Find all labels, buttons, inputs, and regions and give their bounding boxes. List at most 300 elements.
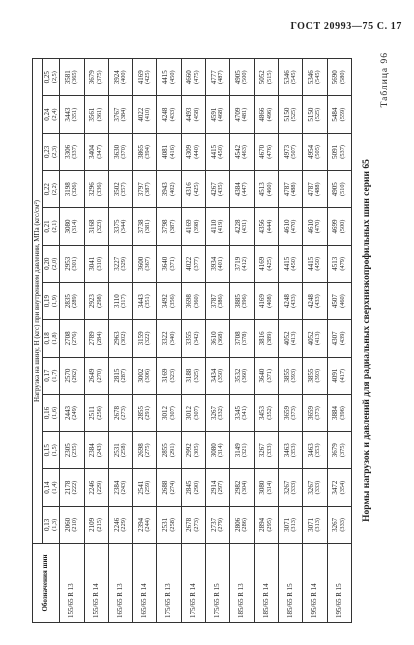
- load-cell: [60, 171, 84, 208]
- load-newton: 3002: [136, 368, 145, 383]
- pressure-col-header: [43, 96, 60, 133]
- load-newton: 4415: [209, 144, 218, 159]
- load-newton: 4110: [209, 219, 218, 234]
- load-newton: 4415: [306, 256, 315, 271]
- load-newton: 3798: [161, 219, 170, 234]
- load-cell: [84, 320, 108, 357]
- load-kgf: (398): [192, 219, 200, 234]
- load-kgf: (351): [144, 294, 152, 308]
- table-row: [60, 59, 84, 623]
- table-row: [327, 59, 351, 623]
- load-cell: [181, 432, 205, 469]
- load-kgf: (314): [265, 480, 273, 495]
- load-cell: [206, 96, 230, 133]
- load-cell: [278, 171, 302, 208]
- load-kgf: (510): [338, 182, 346, 196]
- load-cell: [84, 96, 108, 133]
- load-cell: [157, 357, 181, 394]
- load-kgf: (470): [314, 219, 322, 234]
- load-cell: [133, 245, 157, 282]
- load-kgf: (302): [119, 331, 127, 346]
- load-cell: [108, 282, 132, 319]
- load-kgf: (336): [95, 182, 103, 196]
- load-newton: 4699: [331, 219, 340, 234]
- load-kgf: (537): [338, 145, 346, 159]
- load-kgf: (244): [144, 518, 152, 532]
- tire-designation: 155/65 R 14: [84, 544, 108, 623]
- load-kgf: (371): [168, 256, 176, 271]
- load-kgf: (365): [71, 70, 79, 85]
- load-kgf: (368): [217, 331, 225, 346]
- load-cell: [254, 171, 278, 208]
- standard-number: ГОСТ 20993—75 С. 17: [290, 20, 402, 32]
- load-cell: [206, 320, 230, 357]
- load-kgf: (276): [71, 331, 79, 346]
- load-newton: 3012: [161, 405, 170, 420]
- load-cell: [181, 208, 205, 245]
- tire-designation: 165/65 R 13: [108, 544, 132, 623]
- pressure-kgf: (1,8): [50, 332, 58, 345]
- load-kgf: (298): [95, 294, 103, 308]
- load-kgf: (463): [241, 145, 249, 159]
- pressure-mpa: 0,16: [43, 406, 52, 420]
- pressure-col-header: [43, 133, 60, 170]
- load-newton: 2541: [136, 480, 145, 495]
- load-kgf: (378): [241, 331, 249, 346]
- load-kgf: (291): [168, 443, 176, 458]
- load-cell: [108, 469, 132, 506]
- load-cell: [303, 245, 327, 282]
- load-newton: 2992: [185, 443, 194, 458]
- load-newton: 3267: [258, 443, 267, 458]
- load-cell: [206, 506, 230, 543]
- load-cell: [181, 96, 205, 133]
- load-cell: [84, 394, 108, 431]
- load-newton: 2737: [209, 517, 218, 532]
- load-cell: [303, 506, 327, 543]
- load-kgf: (393): [289, 368, 297, 383]
- load-cell: [84, 133, 108, 170]
- load-cell: [303, 432, 327, 469]
- load-newton: 4267: [209, 182, 218, 197]
- load-cell: [327, 357, 351, 394]
- load-cell: [303, 469, 327, 506]
- load-cell: [230, 432, 254, 469]
- load-newton: 4356: [258, 219, 267, 234]
- load-kgf: (381): [144, 219, 152, 234]
- pressure-kgf: (2,3): [50, 145, 58, 158]
- pressure-kgf: (2,2): [50, 183, 58, 196]
- load-cell: [327, 59, 351, 96]
- load-newton: 3472: [331, 480, 340, 495]
- tire-designation: 155/65 R 13: [60, 544, 84, 623]
- load-newton: 2845: [185, 480, 194, 495]
- load-cell: [327, 133, 351, 170]
- load-newton: 3767: [112, 107, 121, 122]
- load-pressure-header: Нагрузка на шину, Н (кгс) при внутреннем давлении, МПа (кгс/см²): [33, 59, 43, 544]
- pressure-mpa: 0,22: [43, 183, 52, 196]
- load-newton: 3943: [161, 182, 170, 197]
- load-kgf: (273): [119, 406, 127, 420]
- load-kgf: (321): [241, 443, 249, 458]
- load-cell: [230, 96, 254, 133]
- load-newton: 3934: [209, 256, 218, 271]
- load-cell: [230, 171, 254, 208]
- pressure-mpa: 0,13: [43, 518, 52, 531]
- load-newton: 3149: [234, 443, 243, 458]
- load-newton: 3865: [136, 144, 145, 159]
- load-newton: 4610: [282, 219, 291, 234]
- load-cell: [278, 208, 302, 245]
- load-kgf: (525): [289, 107, 297, 122]
- pressure-col-header: [43, 432, 60, 469]
- load-cell: [230, 320, 254, 357]
- load-newton: 2914: [209, 480, 218, 495]
- load-kgf: (450): [314, 256, 322, 271]
- load-cell: [108, 133, 132, 170]
- load-kgf: (275): [144, 443, 152, 458]
- load-cell: [84, 432, 108, 469]
- load-kgf: (417): [338, 368, 346, 383]
- pressure-mpa: 0,25: [43, 71, 52, 84]
- load-newton: 2698: [136, 443, 145, 458]
- load-cell: [206, 133, 230, 170]
- load-cell: [133, 282, 157, 319]
- load-newton: 2384: [112, 480, 121, 495]
- load-kgf: (487): [217, 70, 225, 85]
- load-cell: [181, 320, 205, 357]
- pressure-kgf: (1,7): [50, 369, 58, 382]
- load-newton: 2894: [258, 517, 267, 532]
- tire-designation: 175/65 R 15: [206, 544, 230, 623]
- load-newton: 3404: [88, 144, 97, 159]
- load-cell: [254, 282, 278, 319]
- load-kgf: (435): [217, 182, 225, 196]
- pressure-col-header: [43, 357, 60, 394]
- load-cell: [303, 394, 327, 431]
- load-cell: [327, 96, 351, 133]
- load-cell: [327, 171, 351, 208]
- tire-designation: 185/65 R 15: [278, 544, 302, 623]
- load-cell: [254, 59, 278, 96]
- load-newton: 2678: [112, 405, 121, 420]
- table-row: [303, 59, 327, 623]
- load-kgf: (337): [71, 145, 79, 159]
- load-newton: 3816: [258, 331, 267, 346]
- load-cell: [230, 506, 254, 543]
- load-newton: 2982: [234, 480, 243, 495]
- load-kgf: (360): [192, 294, 200, 308]
- load-kgf: (439): [338, 331, 346, 346]
- load-cell: [327, 394, 351, 431]
- load-newton: 3679: [88, 70, 97, 85]
- load-newton: 2511: [88, 406, 97, 420]
- load-kgf: (333): [338, 518, 346, 532]
- table-row: [84, 59, 108, 623]
- load-cell: [303, 133, 327, 170]
- load-kgf: (361): [95, 107, 103, 122]
- load-newton: 3443: [136, 294, 145, 309]
- load-kgf: (262): [71, 368, 79, 383]
- load-cell: [230, 59, 254, 96]
- load-newton: 3110: [112, 294, 121, 308]
- pressure-kgf: (2,5): [50, 71, 58, 84]
- load-kgf: (291): [144, 406, 152, 420]
- load-newton: 4081: [161, 144, 170, 159]
- load-cell: [181, 133, 205, 170]
- load-kgf: (370): [119, 145, 127, 159]
- load-kgf: (394): [144, 145, 152, 159]
- load-cell: [157, 432, 181, 469]
- load-cell: [133, 357, 157, 394]
- load-cell: [133, 506, 157, 543]
- load-kgf: (500): [338, 219, 346, 234]
- load-kgf: (258): [168, 518, 176, 532]
- load-newton: 3267: [331, 517, 340, 532]
- load-newton: 3169: [161, 368, 170, 383]
- load-kgf: (375): [95, 70, 103, 85]
- load-newton: 2246: [88, 480, 97, 495]
- load-kgf: (545): [314, 70, 322, 85]
- load-newton: 2649: [88, 368, 97, 383]
- load-kgf: (367): [144, 256, 152, 271]
- load-cell: [181, 394, 205, 431]
- load-cell: [133, 208, 157, 245]
- load-kgf: (419): [217, 219, 225, 234]
- load-cell: [206, 245, 230, 282]
- load-kgf: (356): [168, 294, 176, 308]
- load-cell: [278, 282, 302, 319]
- load-cell: [84, 245, 108, 282]
- pressure-col-header: [43, 394, 60, 431]
- load-newton: 2246: [112, 517, 121, 532]
- load-cell: [60, 469, 84, 506]
- load-kgf: (396): [241, 294, 249, 308]
- load-cell: [254, 96, 278, 133]
- load-newton: 5150: [282, 107, 291, 122]
- load-kgf: (412): [241, 256, 249, 271]
- load-kgf: (450): [217, 145, 225, 159]
- load-cell: [157, 320, 181, 357]
- load-cell: [303, 320, 327, 357]
- load-cell: [278, 320, 302, 357]
- load-newton: 5091: [331, 144, 340, 159]
- load-newton: 5052: [258, 70, 267, 85]
- load-newton: 3080: [63, 219, 72, 234]
- load-newton: 4316: [185, 182, 194, 197]
- load-newton: 2394: [136, 517, 145, 532]
- load-newton: 3267: [282, 480, 291, 495]
- load-cell: [206, 394, 230, 431]
- load-kgf: (360): [241, 368, 249, 383]
- load-kgf: (329): [119, 256, 127, 271]
- load-kgf: (460): [338, 294, 346, 308]
- load-cell: [303, 59, 327, 96]
- load-newton: 4905: [234, 70, 243, 85]
- header-row-top: [33, 59, 43, 623]
- pressure-mpa: 0,17: [43, 369, 52, 382]
- load-kgf: (333): [265, 443, 273, 458]
- load-newton: 3884: [331, 405, 340, 420]
- load-newton: 4309: [185, 144, 194, 159]
- pressure-mpa: 0,24: [43, 108, 52, 121]
- tire-designation: 185/65 R 13: [230, 544, 254, 623]
- load-newton: 4415: [161, 70, 170, 85]
- load-kgf: (340): [168, 331, 176, 346]
- load-newton: 3267: [209, 405, 218, 420]
- load-newton: 4610: [306, 219, 315, 234]
- load-cell: [254, 208, 278, 245]
- load-newton: 2384: [88, 443, 97, 458]
- load-newton: 4787: [282, 182, 291, 197]
- load-cell: [278, 96, 302, 133]
- load-kgf: (505): [314, 145, 322, 159]
- load-kgf: (259): [144, 480, 152, 495]
- load-kgf: (481): [241, 107, 249, 122]
- pressure-mpa: 0,20: [43, 257, 52, 270]
- load-cell: [230, 282, 254, 319]
- load-newton: 5346: [282, 70, 291, 85]
- load-kgf: (290): [192, 480, 200, 495]
- load-cell: [181, 506, 205, 543]
- pressure-mpa: 0,23: [43, 145, 52, 159]
- load-kgf: (387): [144, 182, 152, 196]
- load-newton: 3492: [161, 294, 170, 309]
- load-cell: [206, 432, 230, 469]
- load-kgf: (460): [265, 182, 273, 196]
- load-cell: [181, 282, 205, 319]
- load-cell: [254, 432, 278, 469]
- tire-designation: 175/65 R 13: [157, 544, 181, 623]
- load-newton: 2708: [63, 331, 72, 346]
- load-newton: 4954: [306, 144, 315, 159]
- load-kgf: (304): [241, 480, 249, 495]
- load-newton: 3322: [161, 331, 170, 346]
- load-kgf: (323): [95, 219, 103, 234]
- table-title: Нормы нагрузок и давлений для радиальных сверхнизкопрофильных шин серии 65: [362, 159, 372, 522]
- load-newton: 3502: [112, 182, 121, 197]
- load-cell: [303, 282, 327, 319]
- load-cell: [60, 506, 84, 543]
- load-kgf: (433): [168, 107, 176, 122]
- load-kgf: (279): [217, 518, 225, 532]
- load-kgf: (215): [95, 518, 103, 532]
- pressure-mpa: 0,19: [43, 294, 52, 308]
- load-cell: [157, 245, 181, 282]
- load-newton: 4169: [185, 219, 194, 234]
- load-cell: [108, 96, 132, 133]
- load-cell: [206, 59, 230, 96]
- pressure-col-header: [43, 208, 60, 245]
- load-kgf: (413): [289, 331, 297, 346]
- load-newton: 2678: [185, 517, 194, 532]
- load-kgf: (351): [71, 107, 79, 122]
- load-kgf: (433): [314, 294, 322, 308]
- load-kgf: (488): [289, 182, 297, 196]
- load-kgf: (410): [144, 107, 152, 122]
- load-newton: 4384: [234, 182, 243, 197]
- pressure-col-header: [43, 469, 60, 506]
- load-newton: 3787: [209, 294, 218, 309]
- load-kgf: (373): [314, 406, 322, 420]
- load-cell: [84, 171, 108, 208]
- load-newton: 4709: [234, 107, 243, 122]
- load-kgf: (500): [241, 70, 249, 85]
- load-newton: 5484: [331, 107, 340, 122]
- load-kgf: (342): [192, 331, 200, 346]
- pressure-col-header: [43, 245, 60, 282]
- page-header: [12, 18, 402, 34]
- load-newton: 3443: [63, 107, 72, 122]
- load-cell: [60, 282, 84, 319]
- load-newton: 3708: [234, 331, 243, 346]
- load-kgf: (344): [119, 219, 127, 234]
- load-newton: 3071: [306, 517, 315, 532]
- load-newton: 2789: [88, 331, 97, 346]
- load-cell: [254, 394, 278, 431]
- load-kgf: (389): [265, 331, 273, 346]
- load-cell: [60, 208, 84, 245]
- load-cell: [327, 469, 351, 506]
- load-cell: [60, 357, 84, 394]
- pressure-kgf: (2,4): [50, 108, 58, 121]
- pressure-mpa: 0,14: [43, 481, 52, 494]
- load-kgf: (444): [265, 219, 273, 234]
- load-cell: [60, 320, 84, 357]
- load-cell: [84, 506, 108, 543]
- load-kgf: (249): [71, 406, 79, 420]
- load-newton: 4052: [282, 331, 291, 346]
- load-kgf: (396): [338, 406, 346, 420]
- load-cell: [133, 320, 157, 357]
- tire-designation: 195/65 R 15: [327, 544, 351, 623]
- load-newton: 3188: [185, 368, 194, 383]
- load-kgf: (235): [71, 443, 79, 458]
- load-kgf: (258): [119, 443, 127, 458]
- load-cell: [157, 506, 181, 543]
- pressure-col-header: [43, 282, 60, 319]
- load-newton: 2855: [136, 405, 145, 420]
- load-newton: 4248: [161, 107, 170, 122]
- load-cell: [157, 469, 181, 506]
- load-cell: [60, 133, 84, 170]
- load-kgf: (274): [168, 480, 176, 495]
- load-kgf: (377): [192, 256, 200, 271]
- load-newton: 4591: [209, 107, 218, 122]
- load-newton: 3885: [234, 294, 243, 309]
- load-newton: 2305: [63, 443, 72, 458]
- load-newton: 4169: [136, 70, 145, 85]
- load-cell: [206, 171, 230, 208]
- load-newton: 3640: [161, 256, 170, 271]
- load-cell: [60, 394, 84, 431]
- load-newton: 3012: [185, 405, 194, 420]
- load-cell: [206, 357, 230, 394]
- load-cell: [60, 59, 84, 96]
- load-newton: 3375: [112, 219, 121, 234]
- load-kgf: (289): [71, 294, 79, 308]
- load-cell: [181, 469, 205, 506]
- load-cell: [84, 357, 108, 394]
- table-row: [181, 59, 205, 623]
- load-kgf: (402): [168, 182, 176, 196]
- load-newton: 4787: [306, 182, 315, 197]
- load-cell: [60, 96, 84, 133]
- load-cell: [327, 245, 351, 282]
- load-newton: 2060: [63, 517, 72, 532]
- table-body: [60, 59, 352, 623]
- load-newton: 3267: [306, 480, 315, 495]
